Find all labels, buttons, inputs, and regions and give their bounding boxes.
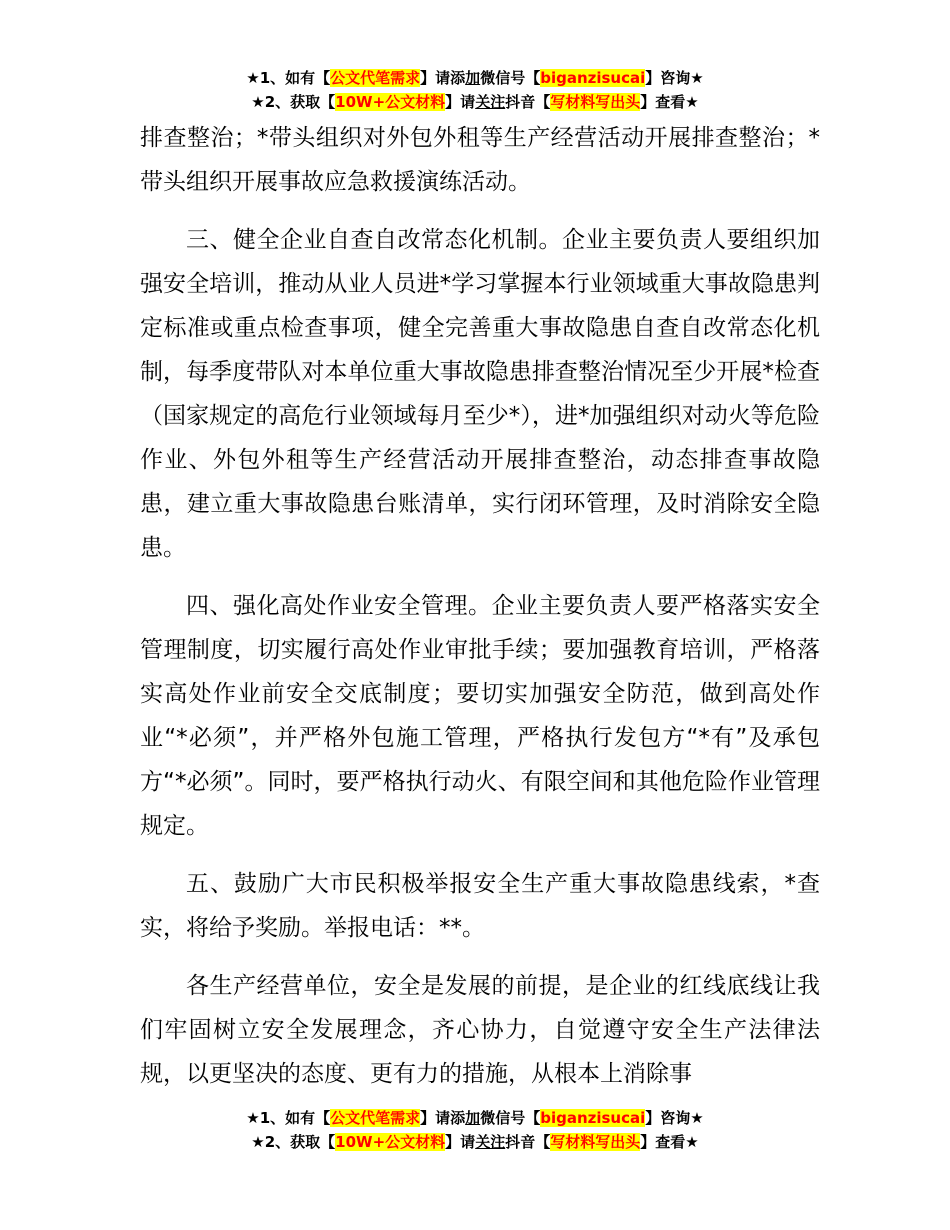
banner-line-1: ★1、如有【公文代笔需求】请添加微信号【biganzisucai】咨询★ bbox=[246, 69, 704, 87]
highlight-ghostwriting: 公文代笔需求 bbox=[330, 1109, 421, 1127]
highlight-materials: 10W+公文材料 bbox=[335, 93, 446, 111]
star-icon: ★ bbox=[251, 93, 265, 111]
highlight-wechat-id: biganzisucai bbox=[540, 69, 646, 87]
paragraph-section-4: 四、强化高处作业安全管理。企业主要负责人要严格落实安全管理制度，切实履行高处作业审批手续；要加强教育培训，严格落实高处作业前安全交底制度；要切实加强安全防范，做到高处作业“*必须”，并严格外包施工管理，严格执行发包方“*有”及承包方“*必须”。同时，要严格执行动火、有限空间和其他危险作业管理规定。 bbox=[140, 593, 820, 839]
star-icon: ★ bbox=[251, 1133, 265, 1151]
star-icon: ★ bbox=[246, 69, 260, 87]
header-banner bbox=[0, 66, 950, 114]
star-icon: ★ bbox=[690, 69, 704, 87]
paragraph-continuation: 排查整治；*带头组织对外包外租等生产经营活动开展排查整治；*带头组织开展事故应急救援演练活动。 bbox=[140, 125, 820, 195]
document-body bbox=[140, 116, 820, 1110]
star-icon: ★ bbox=[685, 93, 699, 111]
star-icon: ★ bbox=[246, 1109, 260, 1127]
star-icon: ★ bbox=[685, 1133, 699, 1151]
highlight-materials: 10W+公文材料 bbox=[335, 1133, 446, 1151]
banner-line-2: ★2、获取【10W+公文材料】请关注抖音【写材料写出头】查看★ bbox=[251, 93, 699, 111]
star-icon: ★ bbox=[690, 1109, 704, 1127]
footer-banner bbox=[0, 1106, 950, 1154]
banner-line-2: ★2、获取【10W+公文材料】请关注抖音【写材料写出头】查看★ bbox=[251, 1133, 699, 1151]
banner-line-1: ★1、如有【公文代笔需求】请添加微信号【biganzisucai】咨询★ bbox=[246, 1109, 704, 1127]
highlight-douyin: 写材料写出头 bbox=[550, 93, 641, 111]
highlight-douyin: 写材料写出头 bbox=[550, 1133, 641, 1151]
highlight-ghostwriting: 公文代笔需求 bbox=[330, 69, 421, 87]
highlight-wechat-id: biganzisucai bbox=[540, 1109, 646, 1127]
paragraph-closing: 各生产经营单位，安全是发展的前提，是企业的红线底线让我们牢固树立安全发展理念，齐心协力，自觉遵守安全生产法律法规，以更坚决的态度、更有力的措施，从根本上消除事 bbox=[140, 973, 820, 1087]
paragraph-section-5: 五、鼓励广大市民积极举报安全生产重大事故隐患线索，*查实，将给予奖励。举报电话：**。 bbox=[140, 871, 820, 941]
paragraph-section-3: 三、健全企业自查自改常态化机制。企业主要负责人要组织加强安全培训，推动从业人员进*学习掌握本行业领域重大事故隐患判定标准或重点检查事项，健全完善重大事故隐患自查自改常态化机制，每季度带队对本单位重大事故隐患排查整治情况至少开展*检查（国家规定的高危行业领域每月至少*），进*加强组织对动火等危险作业、外包外租等生产经营活动开展排查整治，动态排查事故隐患，建立重大事故隐患台账清单，实行闭环管理，及时消除安全隐患。 bbox=[140, 227, 820, 561]
